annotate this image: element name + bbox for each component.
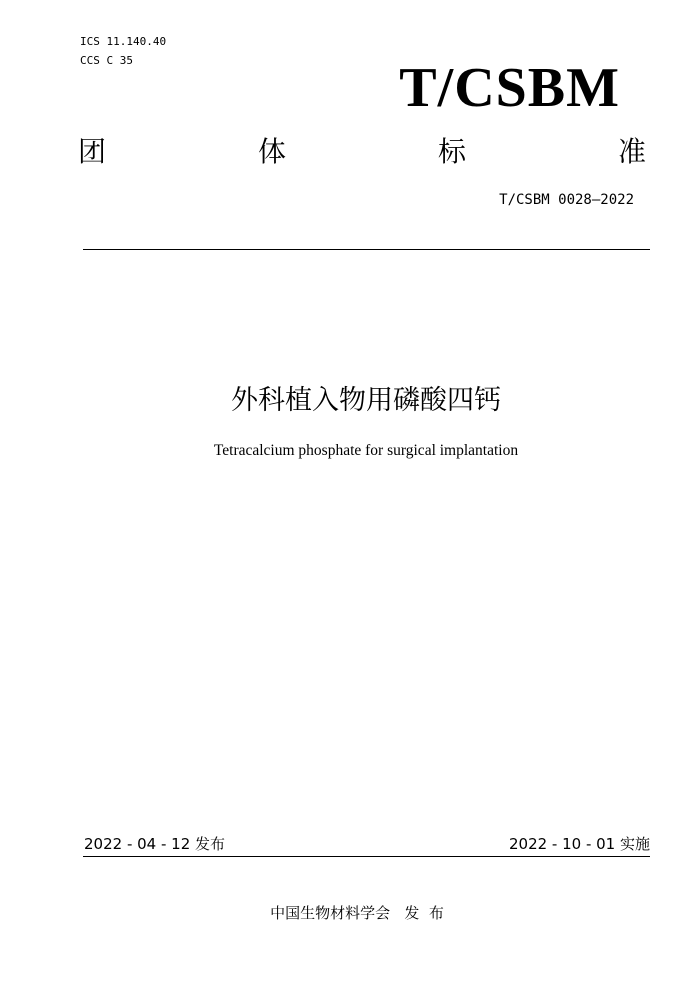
standard-type-char: 标: [437, 135, 466, 168]
standard-type-char: 团: [78, 135, 107, 168]
document-title-chinese: 外科植入物用磷酸四钙: [231, 385, 501, 416]
standard-type-char: 准: [617, 135, 646, 168]
footer-divider: [83, 856, 650, 857]
standard-type: [78, 132, 646, 172]
ccs-code: CCS C 35: [80, 54, 133, 67]
document-title-english: Tetracalcium phosphate for surgical implantation: [213, 442, 519, 459]
header-divider: [83, 249, 650, 250]
standard-brand: T/CSBM: [399, 57, 620, 119]
standard-code: T/CSBM 0028—2022: [499, 192, 634, 208]
implementation-date: 2022 - 10 - 01 实施: [508, 835, 650, 853]
publisher: 中国生物材料学会 发 布: [270, 904, 444, 922]
standard-type-char: 体: [257, 135, 286, 168]
ics-code: ICS 11.140.40: [80, 35, 167, 48]
issue-date: 2022 - 04 - 12 发布: [84, 835, 226, 853]
